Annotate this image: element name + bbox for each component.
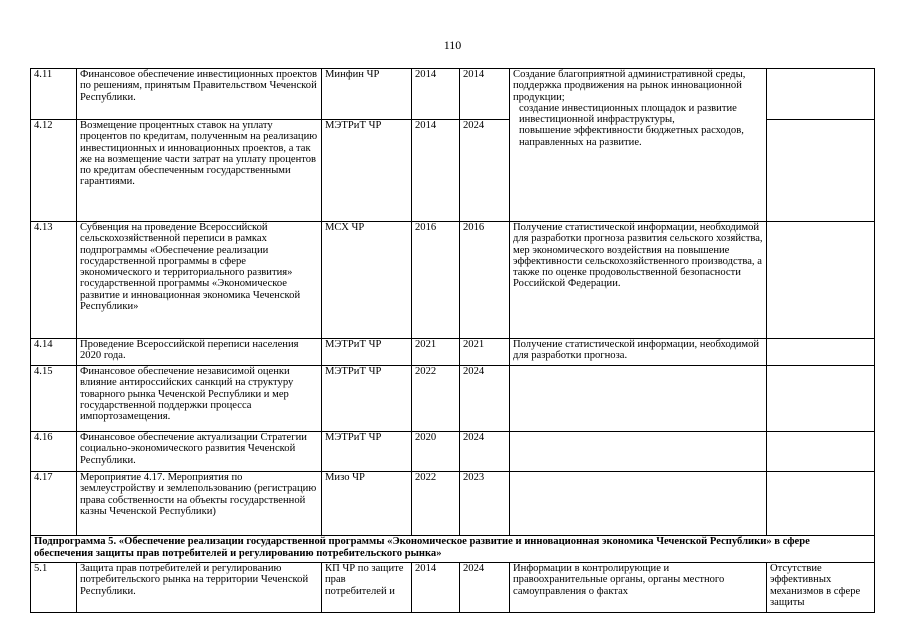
row-number: 4.17 [31,472,77,536]
executor: МЭТРиТ ЧР [322,339,412,366]
measure-name: Финансовое обеспечение инвестиционных проектов по решениям, принятым Правительством Чеченской Республики. [77,69,322,120]
start-year: 2020 [412,432,460,472]
note [767,432,875,472]
start-year: 2021 [412,339,460,366]
end-year: 2023 [460,472,510,536]
expected-result [510,432,767,472]
row-number: 5.1 [31,563,77,613]
expected-result [510,366,767,432]
result-line: создание инвестиционных площадок и развитие инвестиционной инфраструктуры, [519,102,737,126]
measure-name: Возмещение процентных ставок на уплату процентов по кредитам, полученным на реализацию инвестиционных и инновационных проектов, а так же на возмещение части затрат на уплату процентов по кредитам обеспеченным государственными гарантиями. [77,120,322,222]
executor: Минфин ЧР [322,69,412,120]
note [767,366,875,432]
subprogram-heading-row [31,536,875,563]
executor: КП ЧР по защите прав потребителей и [322,563,412,613]
expected-result: Информации в контролирующие и правоохранительные органы, органы местного самоуправления о фактах [510,563,767,613]
page-number: 110 [443,38,462,52]
end-year: 2024 [460,366,510,432]
table-row [31,563,875,613]
start-year: 2014 [412,120,460,222]
expected-result: Получение статистической информации, необходимой для разработки прогноза. [510,339,767,366]
table-row [31,432,875,472]
end-year: 2024 [460,120,510,222]
result-line: Создание благоприятной административной среды, поддержка продвижения на рынок инновационной продукции; [513,69,746,103]
executor: МЭТРиТ ЧР [322,366,412,432]
start-year: 2016 [412,222,460,339]
start-year: 2014 [412,563,460,613]
executor: МЭТРиТ ЧР [322,432,412,472]
measure-name: Финансовое обеспечение независимой оценки влияние антироссийских санкций на структуру товарного рынка Чеченской Республики и мер государственной поддержки процесса импортозамещения. [77,366,322,432]
start-year: 2022 [412,472,460,536]
row-number: 4.11 [31,69,77,120]
start-year: 2014 [412,69,460,120]
measure-name: Проведение Всероссийской переписи населения 2020 года. [77,339,322,366]
end-year: 2024 [460,563,510,613]
note [767,120,875,222]
note [767,69,875,120]
note: Отсутствие эффективных механизмов в сфере защиты [767,563,875,613]
table-row [31,222,875,339]
measure-name: Субвенция на проведение Всероссийской сельскохозяйственной переписи в рамках подпрограммы «Обеспечение реализации государственной программы в сфере экономического и территориального развития» государственной программы «Экономическое развитие и инновационная экономика Чеченской Республики» [77,222,322,339]
expected-result: Получение статистической информации, необходимой для разработки прогноза развития сельского хозяйства, мер экономического воздействия на повышение эффективности сельскохозяйственного производства, а также по оценке продовольственной безопасности Российской Федерации. [510,222,767,339]
row-number: 4.15 [31,366,77,432]
note [767,339,875,366]
table-row [31,472,875,536]
executor: МЭТРиТ ЧР [322,120,412,222]
expected-result [510,472,767,536]
row-number: 4.12 [31,120,77,222]
end-year: 2024 [460,432,510,472]
start-year: 2022 [412,366,460,432]
executor: Мизо ЧР [322,472,412,536]
measure-name: Мероприятие 4.17. Мероприятия по землеустройству и землепользованию (регистрацию права собственности на объекты государственной казны Чеченской Республики) [77,472,322,536]
measure-name: Защита прав потребителей и регулированию потребительского рынка на территории Чеченской Республики. [77,563,322,613]
table-row [31,339,875,366]
executor: МСХ ЧР [322,222,412,339]
result-line: повышение эффективности бюджетных расходов, направленных на развитие. [519,125,744,148]
subprogram-heading: Подпрограмма 5. «Обеспечение реализации государственной программы «Экономическое развитие и инновационная экономика Чеченской Республики» в сфере обеспечения защиты прав потребителей и регулированию потребительского рынка» [31,536,875,563]
row-number: 4.14 [31,339,77,366]
measures-table [30,68,875,613]
table-row [31,366,875,432]
end-year: 2014 [460,69,510,120]
row-number: 4.16 [31,432,77,472]
expected-result [510,69,767,222]
measure-name: Финансовое обеспечение актуализации Стратегии социально-экономического развития Чеченской Республики. [77,432,322,472]
end-year: 2021 [460,339,510,366]
note [767,472,875,536]
note [767,222,875,339]
table-row [31,69,875,120]
row-number: 4.13 [31,222,77,339]
end-year: 2016 [460,222,510,339]
